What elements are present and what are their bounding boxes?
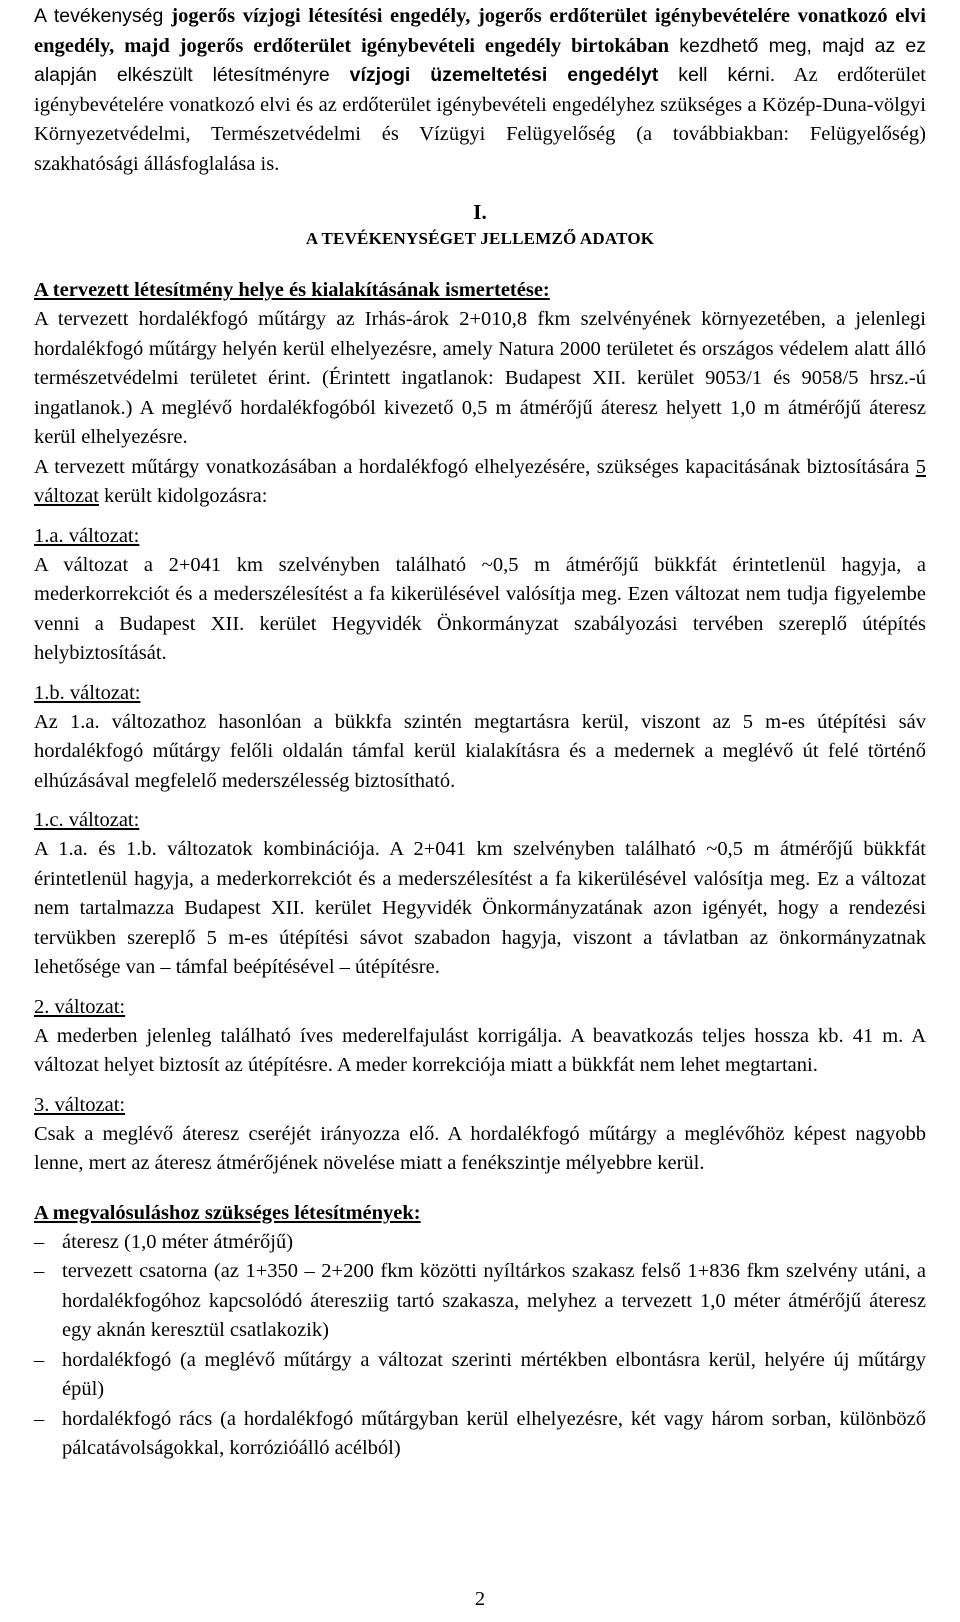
variant-heading: 1.a. változat: [34, 524, 140, 547]
dash-bullet: – [34, 1230, 45, 1253]
list-item [34, 1257, 926, 1346]
variant-heading: 3. változat: [34, 1093, 126, 1116]
document-page [34, 0, 926, 1464]
dash-bullet: – [34, 1407, 45, 1430]
dash-bullet: – [34, 1260, 45, 1282]
variant-text: A 1.a. és 1.b. változatok kombinációja. A 2+041 km szelvényben található ~0,5 m átmérőjű bükkfát érintetlenül hagyja, a mederkorrekciót és a mederszélesítést a fa kikerülésével valósítja meg. Ez a változat nem tartalmazza Budapest XII. kerület Hegyvidék Önkormányzatának azon igényét, hogy a rendezési tervükben szereplő 5 m-es útépítési sávot szabadon hagyja, viszont a távlatban az önkormányzatnak lehetősége van – támfal beépítésével – útépítésre. [34, 838, 926, 978]
variant-block [34, 1091, 926, 1179]
list-item [34, 1228, 926, 1258]
list-item-text: hordalékfogó rács (a hordalékfogó műtárgyban kerül elhelyezésre, két vagy három sorban, különböző pálcatávolságokkal, korrózióálló acélból) [62, 1407, 926, 1459]
variant-block [34, 806, 926, 983]
intro-text-4: Az erdőterület igénybevételére vonatkozó elvi és az erdőterület igénybevételi engedélyhez szükséges a Közép-Duna-völgyi Környezetvédelmi, Természetvédelmi és Vízügyi Felügyelőség (a továbbiakban: Felügyelőség) szakhatósági állásfoglalása is. [34, 64, 927, 175]
location-paragraph-2 [34, 453, 926, 512]
variant-block [34, 993, 926, 1081]
variant-block [34, 679, 926, 797]
intro-text-2: kezdhető meg, majd az ez alapján elkészült létesítményre [34, 34, 927, 86]
facilities-list [34, 1228, 926, 1464]
location-p2-text-a: A tervezett műtárgy vonatkozásában a hordalékfogó elhelyezésére, szükséges kapacitásának biztosítására [34, 455, 916, 478]
list-item-text: áteresz (1,0 méter átmérőjű) [62, 1230, 294, 1253]
intro-paragraph [34, 2, 926, 179]
list-item-text: tervezett csatorna (az 1+350 – 2+200 fkm közötti nyíltárkos szakasz felső 1+836 fkm szelvény utáni, a hordalékfogóhoz kapcsolódó áteresziig tartó szakasza, melyhez a tervezett 1,0 méter átmérőjű áteresz egy aknán keresztül csatlakozik) [62, 1260, 926, 1341]
location-heading: A tervezett létesítmény helye és kialakításának ismertetése: [34, 279, 550, 301]
variant-text: Az 1.a. változathoz hasonlóan a bükkfa szintén megtartásra kerül, viszont az 5 m-es útépítési sáv hordalékfogó műtárgy felőli oldalán támfal kerül kialakításra és a medernek a meglévő út felé történő elhúzásával megfelelő mederszélesség biztosítható. [34, 710, 926, 792]
intro-text-1: A tevékenység [34, 5, 172, 27]
page-number: 2 [474, 1588, 486, 1610]
intro-text-3: kell kérni. [658, 64, 776, 86]
location-paragraph-1: A tervezett hordalékfogó műtárgy az Irhás-árok 2+010,8 fkm szelvényének környezetében, a jelenlegi hordalékfogó műtárgy helyén kerül elhelyezésre, amely Natura 2000 területet és országos védelem alatt álló természetvédelmi területet érint. (Érintett ingatlanok: Budapest XII. kerület 9053/1 és 9058/5 hrsz.-ú ingatlanok.) A meglévő hordalékfogóból kivezető 0,5 m átmérőjű áteresz helyett 1,0 m átmérőjű áteresz kerül elhelyezésre. [34, 308, 926, 448]
variant-text: Csak a meglévő áteresz cseréjét irányozza elő. A hordalékfogó műtárgy a meglévőhöz képest nagyobb lenne, mert az áteresz átmérőjének növelése miatt a fenékszintje mélyebbre kerül. [34, 1122, 926, 1174]
variant-text: A változat a 2+041 km szelvényben található ~0,5 m átmérőjű bükkfát érintetlenül hagyja, a mederkorrekciót és a mederszélesítést a fa kikerülésével valósítja meg. Ezen változat nem tudja figyelembe venni a Budapest XII. kerület Hegyvidék Önkormányzat szabályozási tervében szereplő útépítés helybiztosítását. [34, 553, 926, 664]
facilities-heading: A megvalósuláshoz szükséges létesítmények: [34, 1201, 421, 1224]
list-item [34, 1346, 926, 1405]
dash-bullet: – [34, 1348, 45, 1371]
list-item-text: hordalékfogó (a meglévő műtárgy a változat szerinti mértékben elbontásra kerül, helyére új műtárgy épül) [62, 1348, 926, 1400]
variant-block [34, 522, 926, 669]
section-title: A TEVÉKENYSÉGET JELLEMZŐ ADATOK [305, 229, 655, 248]
list-item [34, 1405, 926, 1464]
section-number: I. [473, 200, 487, 224]
intro-bold-1: jogerős vízjogi létesítési engedély, jogerős erdőterület igénybevételére vonatkozó elvi engedély, majd jogerős erdőterület igénybevételi engedély birtokában [34, 5, 926, 57]
variant-text: A mederben jelenleg található íves mederelfajulást korrigálja. A beavatkozás teljes hossza kb. 41 m. A változat helyet biztosít az útépítésre. A meder korrekciója miatt a bükkfát nem lehet megtartani. [34, 1024, 926, 1076]
variant-heading: 2. változat: [34, 995, 126, 1018]
location-p2-variant-count: 5 változat [34, 455, 926, 507]
variant-heading: 1.b. változat: [34, 681, 141, 704]
variant-heading: 1.c. változat: [34, 809, 140, 831]
location-p2-text-b: került kidolgozásra: [98, 485, 268, 507]
intro-bold-2: vízjogi üzemeltetési engedélyt [349, 64, 659, 86]
